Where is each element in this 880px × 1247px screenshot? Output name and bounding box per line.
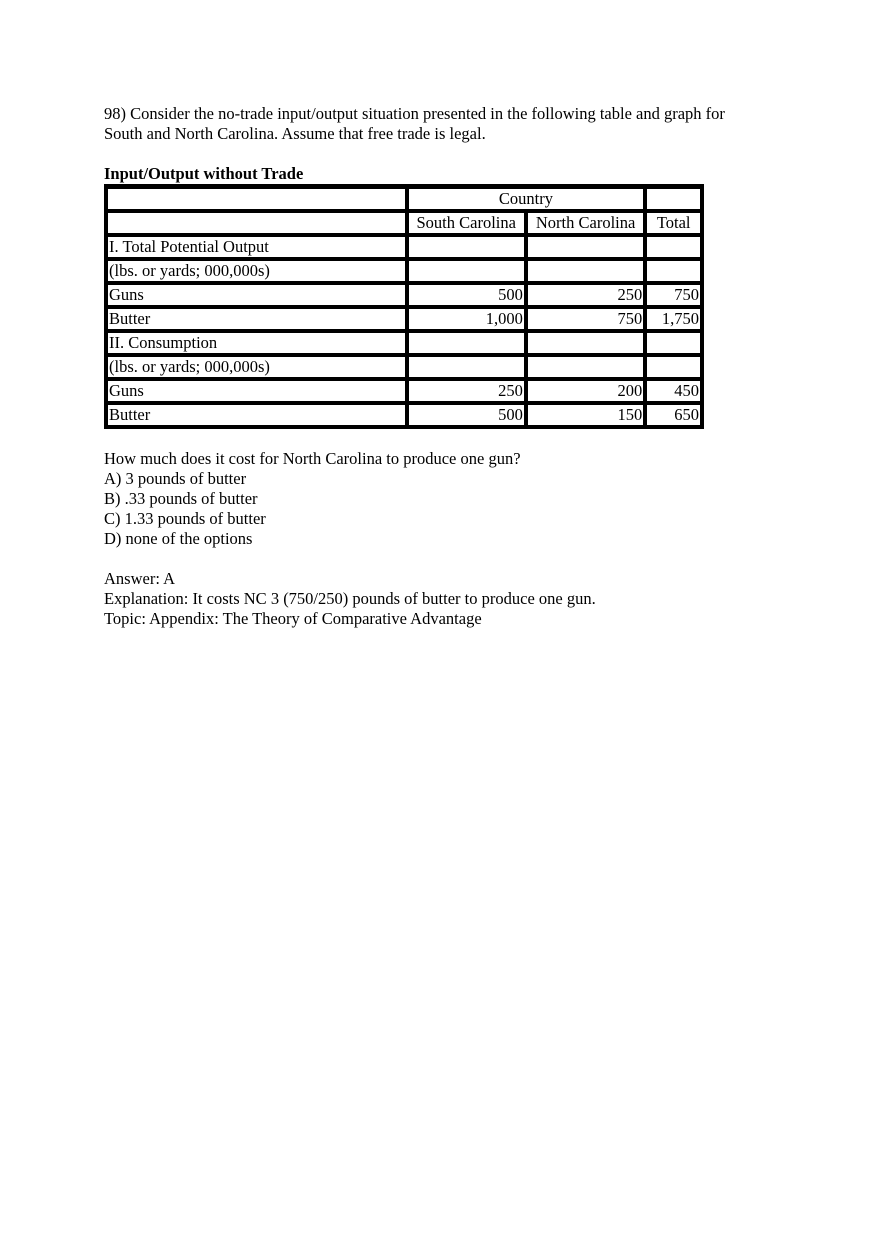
row-label: Butter bbox=[106, 307, 407, 331]
table-row bbox=[106, 355, 702, 379]
cell-north-carolina bbox=[526, 331, 645, 355]
row-label: Butter bbox=[106, 403, 407, 427]
cell-total bbox=[645, 331, 702, 355]
option-d: D) none of the options bbox=[104, 529, 253, 548]
cell-south-carolina bbox=[407, 355, 526, 379]
cell-north-carolina bbox=[526, 235, 645, 259]
question-stem bbox=[104, 104, 764, 144]
column-header-north-carolina: North Carolina bbox=[526, 211, 645, 235]
table-row bbox=[106, 379, 702, 403]
row-label: Guns bbox=[106, 283, 407, 307]
document-page bbox=[104, 104, 764, 629]
header-empty-cell bbox=[106, 211, 407, 235]
row-label: (lbs. or yards; 000,000s) bbox=[106, 355, 407, 379]
explanation-line: Explanation: It costs NC 3 (750/250) pounds of butter to produce one gun. bbox=[104, 589, 596, 608]
cell-total: 750 bbox=[645, 283, 702, 307]
table-row bbox=[106, 331, 702, 355]
column-header-south-carolina: South Carolina bbox=[407, 211, 526, 235]
table-row bbox=[106, 283, 702, 307]
cell-south-carolina bbox=[407, 331, 526, 355]
table-header-row-country bbox=[106, 187, 702, 211]
cell-south-carolina bbox=[407, 235, 526, 259]
table-row bbox=[106, 403, 702, 427]
header-empty-cell bbox=[645, 187, 702, 211]
cell-total bbox=[645, 355, 702, 379]
topic-line: Topic: Appendix: The Theory of Comparative Advantage bbox=[104, 609, 482, 628]
cell-north-carolina bbox=[526, 355, 645, 379]
cell-total bbox=[645, 259, 702, 283]
answer-options bbox=[104, 449, 764, 549]
cell-total: 1,750 bbox=[645, 307, 702, 331]
option-a: A) 3 pounds of butter bbox=[104, 469, 247, 488]
country-header: Country bbox=[407, 187, 646, 211]
cell-north-carolina: 150 bbox=[526, 403, 645, 427]
io-table bbox=[104, 184, 704, 429]
column-header-total: Total bbox=[645, 211, 702, 235]
cell-south-carolina bbox=[407, 259, 526, 283]
answer-line: Answer: A bbox=[104, 569, 176, 588]
cell-north-carolina: 200 bbox=[526, 379, 645, 403]
cell-north-carolina: 750 bbox=[526, 307, 645, 331]
table-row bbox=[106, 235, 702, 259]
cell-north-carolina bbox=[526, 259, 645, 283]
row-label: II. Consumption bbox=[106, 331, 407, 355]
cell-north-carolina: 250 bbox=[526, 283, 645, 307]
cell-total bbox=[645, 235, 702, 259]
answer-block bbox=[104, 569, 764, 629]
cell-south-carolina: 500 bbox=[407, 283, 526, 307]
cell-total: 450 bbox=[645, 379, 702, 403]
row-label: Guns bbox=[106, 379, 407, 403]
row-label: (lbs. or yards; 000,000s) bbox=[106, 259, 407, 283]
table-header-row-columns bbox=[106, 211, 702, 235]
question-prompt: How much does it cost for North Carolina to produce one gun? bbox=[104, 449, 521, 468]
header-empty-cell bbox=[106, 187, 407, 211]
option-c: C) 1.33 pounds of butter bbox=[104, 509, 266, 528]
cell-south-carolina: 1,000 bbox=[407, 307, 526, 331]
table-title: Input/Output without Trade bbox=[104, 164, 304, 183]
cell-south-carolina: 500 bbox=[407, 403, 526, 427]
cell-south-carolina: 250 bbox=[407, 379, 526, 403]
question-line-2: South and North Carolina. Assume that free trade is legal. bbox=[104, 124, 486, 143]
table-row bbox=[106, 259, 702, 283]
question-line-1: 98) Consider the no-trade input/output situation presented in the following table and graph for bbox=[104, 104, 725, 123]
row-label: I. Total Potential Output bbox=[106, 235, 407, 259]
option-b: B) .33 pounds of butter bbox=[104, 489, 258, 508]
table-row bbox=[106, 307, 702, 331]
cell-total: 650 bbox=[645, 403, 702, 427]
